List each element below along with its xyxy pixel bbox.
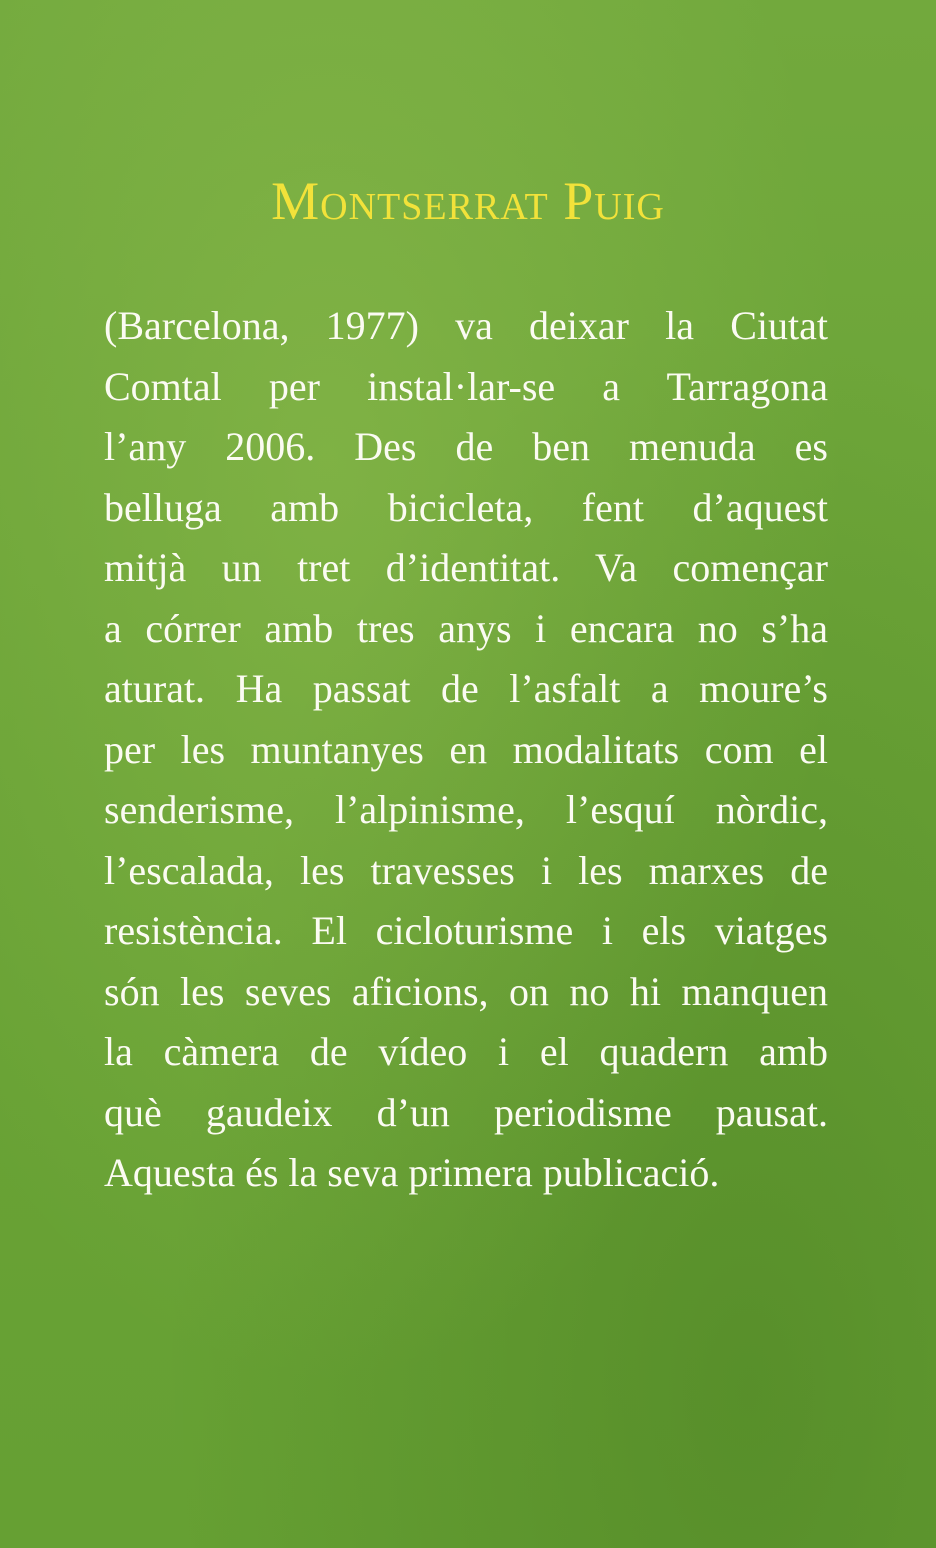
bio-line: què gaudeix d’un periodisme pausat. — [104, 1089, 828, 1135]
bio-line: Aquesta és la seva primera publicació. — [104, 1150, 720, 1195]
bio-line: aturat. Ha passat de l’asfalt a moure’s — [104, 666, 828, 711]
bio-line: belluga amb bicicleta, fent d’aquest — [104, 484, 828, 530]
bio-line: l’escalada, les travesses i les marxes de — [104, 847, 828, 893]
bio-line: l’any 2006. Des de ben menuda es — [104, 424, 828, 469]
bio-line: són les seves aficions, on no hi manquen — [104, 968, 828, 1014]
bio-line: (Barcelona, 1977) va deixar la Ciutat — [104, 303, 828, 348]
author-biography — [104, 296, 828, 1204]
bio-line: Comtal per instal·lar-se a Tarragona — [104, 363, 828, 409]
bio-line: mitjà un tret d’identitat. Va començar — [104, 545, 828, 590]
bio-line: a córrer amb tres anys i encara no s’ha — [104, 605, 828, 651]
bio-line: per les muntanyes en modalitats com el — [104, 726, 828, 772]
author-name: Montserrat Puig — [271, 171, 665, 231]
bio-line: resistència. El cicloturisme i els viatges — [104, 908, 828, 953]
bio-line: la càmera de vídeo i el quadern amb — [104, 1029, 828, 1074]
bio-line: senderisme, l’alpinisme, l’esquí nòrdic, — [104, 787, 828, 832]
